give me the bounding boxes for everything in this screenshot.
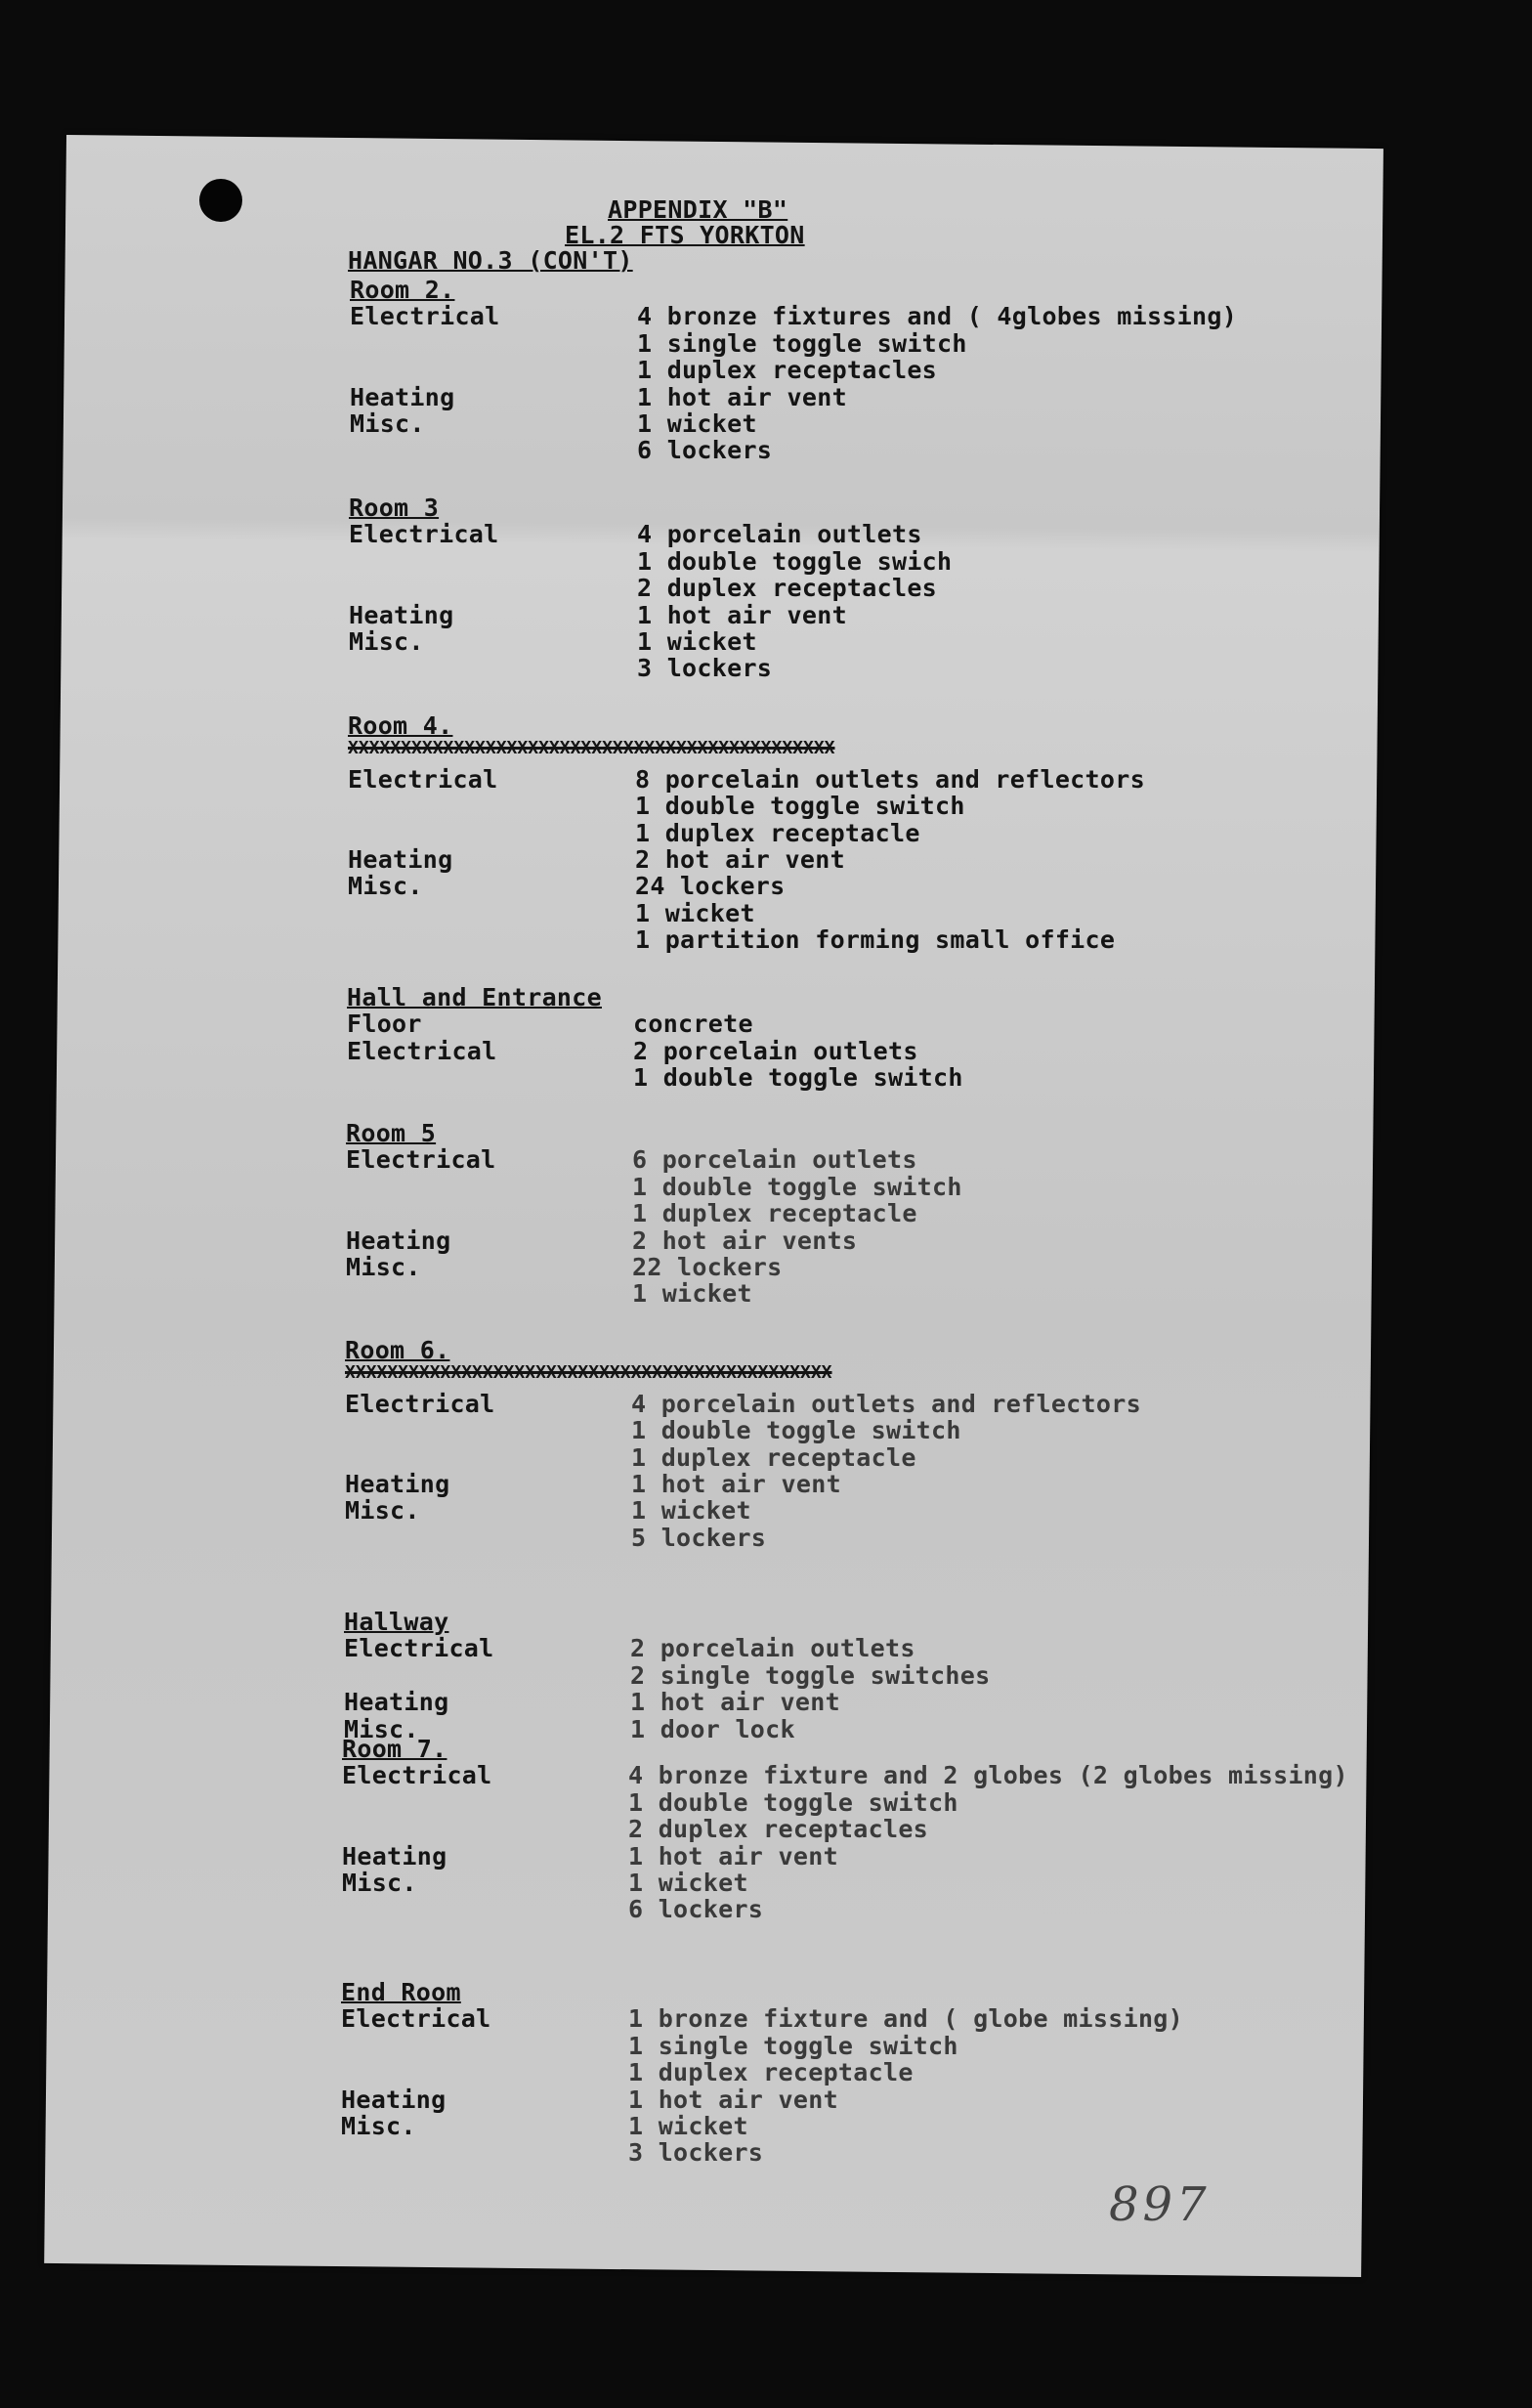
inventory-item: 1 double toggle switch	[633, 1063, 963, 1093]
inventory-item: 1 wicket	[628, 1869, 748, 1897]
inventory-item: 22 lockers	[632, 1253, 783, 1281]
inventory-item: 1 bronze fixture and ( globe missing)	[628, 2004, 1183, 2034]
inventory-item: 1 wicket	[632, 1279, 752, 1309]
struck-out-line: XXXXXXXXXXXXXXXXXXXXXXXXXXXXXXXXXXXXXXXXXXXXXX	[345, 1362, 832, 1384]
inventory-item: 1 double toggle switch	[632, 1172, 962, 1201]
inventory-item: 1 door lock	[630, 1714, 795, 1743]
inventory-item: 1 wicket	[635, 898, 755, 927]
category-label: Misc.	[341, 2112, 416, 2140]
inventory-item: 2 duplex receptacles	[628, 1815, 929, 1844]
inventory-item: 2 porcelain outlets	[633, 1036, 918, 1065]
category-label: Heating	[342, 1841, 447, 1870]
inventory-item: 8 porcelain outlets and reflectors	[635, 764, 1145, 794]
category-label: Electrical	[346, 1145, 496, 1175]
inventory-item: 1 hot air vent	[628, 1841, 838, 1870]
inventory-item: 1 wicket	[637, 627, 757, 656]
inventory-item: 6 lockers	[637, 436, 773, 465]
room-heading: End Room	[341, 1978, 461, 2006]
struck-out-line: XXXXXXXXXXXXXXXXXXXXXXXXXXXXXXXXXXXXXXXXXXXXXX	[348, 738, 835, 759]
inventory-item: 1 duplex receptacle	[628, 2058, 914, 2087]
inventory-item: 24 lockers	[635, 872, 786, 901]
inventory-item: 1 single toggle switch	[628, 2031, 958, 2060]
inventory-item: 1 hot air vent	[630, 1688, 840, 1717]
inventory-item: 1 wicket	[628, 2112, 748, 2140]
inventory-item: 2 duplex receptacles	[637, 574, 938, 603]
inventory-item: 1 double toggle swich	[637, 546, 953, 576]
category-label: Heating	[349, 600, 454, 629]
handwritten-page-number: 897	[1109, 2177, 1211, 2232]
category-label: Electrical	[350, 302, 500, 331]
category-label: Misc.	[346, 1253, 421, 1281]
category-label: Misc.	[344, 1714, 419, 1743]
inventory-item: 2 hot air vent	[635, 845, 845, 874]
appendix-title: APPENDIX "B"	[608, 195, 788, 224]
category-label: Electrical	[341, 2004, 491, 2034]
category-label: Electrical	[345, 1389, 495, 1418]
category-label: Electrical	[342, 1761, 492, 1790]
category-label: Misc.	[348, 872, 423, 901]
inventory-item: 2 porcelain outlets	[630, 1634, 915, 1663]
category-label: Misc.	[345, 1496, 420, 1526]
inventory-item: concrete	[633, 1010, 753, 1039]
room-heading: Room 5	[346, 1119, 437, 1147]
category-label: Heating	[348, 845, 453, 874]
inventory-item: 4 porcelain outlets	[637, 520, 922, 549]
category-label: Heating	[350, 382, 455, 411]
category-label: Heating	[341, 2085, 447, 2114]
inventory-item: 1 partition forming small office	[635, 925, 1116, 955]
category-label: Heating	[344, 1688, 449, 1717]
inventory-item: 6 porcelain outlets	[632, 1145, 917, 1175]
punch-hole	[199, 179, 242, 222]
unit-title: EL.2 FTS YORKTON	[565, 221, 805, 249]
hangar-heading: HANGAR NO.3 (CON'T)	[348, 246, 633, 275]
inventory-item: 1 wicket	[631, 1496, 751, 1526]
inventory-item: 1 hot air vent	[631, 1470, 841, 1498]
category-label: Misc.	[342, 1869, 417, 1897]
inventory-item: 1 duplex receptacle	[631, 1442, 916, 1472]
room-heading: Room 6.	[345, 1336, 450, 1364]
inventory-item: 1 double toggle switch	[628, 1787, 958, 1817]
category-label: Floor	[347, 1010, 422, 1039]
category-label: Heating	[345, 1470, 450, 1498]
inventory-item: 6 lockers	[628, 1895, 764, 1924]
category-label: Heating	[346, 1226, 451, 1255]
inventory-item: 1 double toggle switch	[635, 792, 965, 821]
category-label: Misc.	[349, 627, 424, 656]
inventory-item: 1 duplex receptacle	[635, 818, 920, 847]
inventory-item: 5 lockers	[631, 1523, 767, 1552]
category-label: Electrical	[344, 1634, 494, 1663]
room-heading: Hallway	[344, 1608, 449, 1636]
category-label: Electrical	[348, 764, 498, 794]
inventory-item: 4 bronze fixture and 2 globes (2 globes missing)	[628, 1761, 1348, 1790]
category-label: Misc.	[350, 409, 425, 438]
inventory-item: 3 lockers	[637, 654, 773, 683]
room-heading: Room 4.	[348, 711, 453, 740]
inventory-item: 2 single toggle switches	[630, 1660, 991, 1690]
inventory-item: 1 single toggle switch	[637, 328, 967, 358]
inventory-item: 1 duplex receptacles	[637, 356, 938, 385]
inventory-item: 3 lockers	[628, 2138, 764, 2168]
inventory-item: 4 porcelain outlets and reflectors	[631, 1389, 1141, 1418]
inventory-item: 4 bronze fixtures and ( 4globes missing)	[637, 302, 1238, 331]
room-heading: Room 2.	[350, 276, 455, 304]
inventory-item: 1 hot air vent	[637, 600, 847, 629]
category-label: Electrical	[347, 1036, 497, 1065]
inventory-item: 1 hot air vent	[628, 2085, 838, 2114]
room-heading: Hall and Entrance	[347, 983, 602, 1011]
inventory-item: 1 wicket	[637, 409, 757, 438]
inventory-item: 1 duplex receptacle	[632, 1199, 917, 1228]
inventory-item: 2 hot air vents	[632, 1226, 858, 1255]
room-heading: Room 7.	[342, 1735, 447, 1763]
category-label: Electrical	[349, 520, 499, 549]
inventory-item: 1 hot air vent	[637, 382, 847, 411]
inventory-item: 1 double toggle switch	[631, 1416, 961, 1445]
room-heading: Room 3	[349, 494, 440, 522]
